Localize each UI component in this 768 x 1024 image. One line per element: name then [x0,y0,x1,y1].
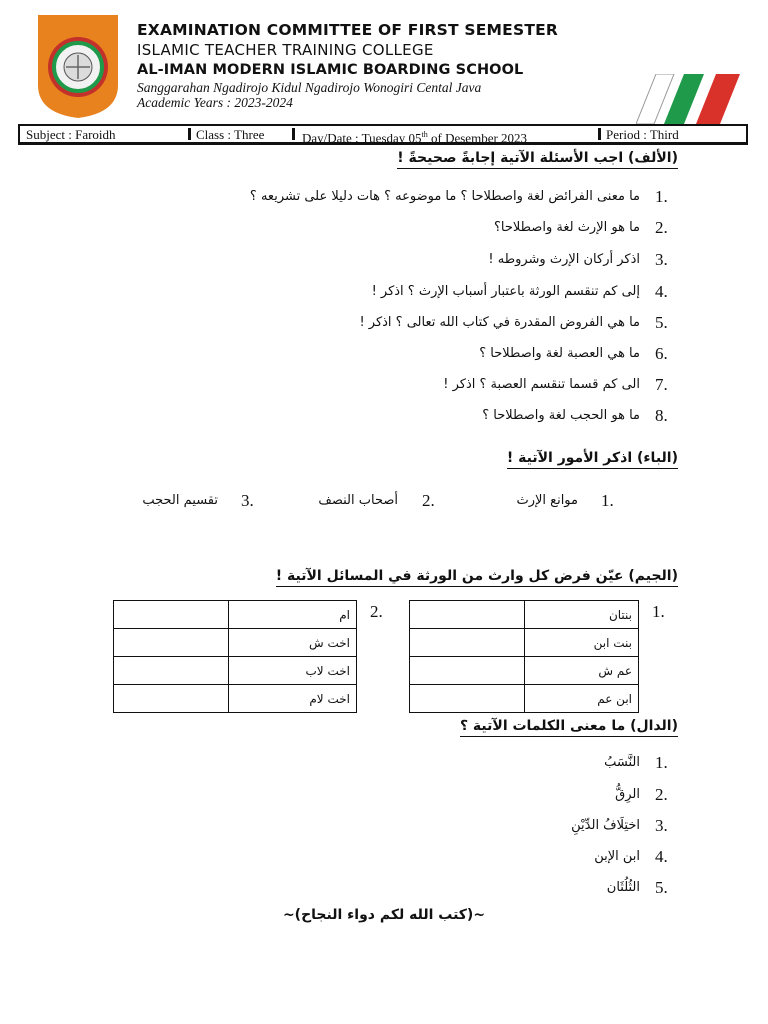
exam-info-bar [18,124,748,144]
table-row [410,657,639,685]
question-number: 1. [655,187,668,206]
answer-cell [114,685,229,713]
question-number: 4. [655,282,668,301]
item-number: 2. [422,491,435,510]
question-text: ما هي الفروض المقدرة في كتاب الله تعالى ؟ اذكر ! [359,315,640,330]
heir-cell: بنتان [525,601,639,629]
table-row [114,657,357,685]
heir-cell: عم ش [525,657,639,685]
heirs-table-2 [113,600,357,713]
answer-cell [410,601,525,629]
word-number: 4. [655,847,668,866]
word-text: النَّسَبُ [604,755,640,770]
table-row [410,629,639,657]
question-text: ما هو الإرث لغة واصطلاحا؟ [493,220,640,235]
table-row [114,629,357,657]
school-address: Sanggarahan Ngadirojo Kidul Ngadirojo Wonogiri Cental Java [137,80,482,95]
question-text: اذكر أركان الإرث وشروطه ! [488,252,640,267]
college-name: ISLAMIC TEACHER TRAINING COLLEGE [137,41,434,59]
question-text: ما هو الحجب لغة واصطلاحا ؟ [482,408,640,423]
letterhead [137,20,637,110]
question-number: 8. [655,406,668,425]
academic-year: Academic Years : 2023-2024 [137,95,293,110]
question-number: 6. [655,344,668,363]
subject-field: Subject : Faroidh [26,127,116,142]
committee-title: EXAMINATION COMMITTEE OF FIRST SEMESTER [137,21,559,39]
answer-cell [410,685,525,713]
item-text: أصحاب النصف [318,493,398,508]
item-number: 1. [601,491,614,510]
item-text: تقسيم الحجب [142,493,218,508]
table-row [114,601,357,629]
table-row [410,685,639,713]
date-field: Day/Date : Tuesday 05th of Desember 2023 [302,130,528,146]
question-text: ما هي العصبة لغة واصطلاحا ؟ [479,346,640,361]
question-text: ما معنى الفرائض لغة واصطلاحا ؟ ما موضوعه ؟ هات دليلا على تشريعه ؟ [249,189,640,204]
section-d-heading: (الدال) ما معنى الكلمات الآتية ؟ [460,718,678,737]
answer-cell [114,629,229,657]
word-number: 5. [655,878,668,897]
table-row [410,601,639,629]
question-number: 2. [655,218,668,237]
heir-cell: ابن عم [525,685,639,713]
word-text: الثُلُثَان [606,880,640,895]
heir-cell: اخت ش [229,629,357,657]
answer-cell [410,657,525,685]
table-number: 2. [370,602,383,621]
class-field: Class : Three [196,127,265,142]
heir-cell: اخت لام [229,685,357,713]
question-number: 7. [655,375,668,394]
answer-cell [114,601,229,629]
table-number: 1. [652,602,665,621]
section-b-heading: (الباء) اذكر الأمور الآتية ! [507,450,678,469]
item-number: 3. [241,491,254,510]
table-row [114,685,357,713]
question-text: الى كم قسما تنقسم العصبة ؟ اذكر ! [443,377,640,392]
heir-cell: ام [229,601,357,629]
word-number: 2. [655,785,668,804]
decorative-stripes [636,74,740,124]
word-text: ابن الإبن [594,849,640,864]
section-c-heading: (الجيم) عيّن فرض كل وارث من الورثة في المسائل الآتية ! [276,568,678,587]
question-number: 3. [655,250,668,269]
closing-prayer: ~(كتب الله لكم دواء النجاح)~ [282,907,486,923]
item-text: موانع الإرث [516,493,578,508]
question-text: إلى كم تنقسم الورثة باعتبار أسباب الإرث ؟ اذكر ! [371,284,640,299]
school-logo [38,15,118,118]
word-text: اختِلَافُ الدِّيْنِ [571,818,640,833]
school-name: AL-IMAN MODERN ISLAMIC BOARDING SCHOOL [137,62,524,78]
period-field: Period : Third [606,127,679,142]
question-number: 5. [655,313,668,332]
answer-cell [410,629,525,657]
word-text: الرِقُّ [615,787,640,802]
heir-cell: بنت ابن [525,629,639,657]
word-number: 3. [655,816,668,835]
answer-cell [114,657,229,685]
section-a-heading: (الألف) اجب الأسئلة الآتية إجابةً صحيحةً ! [397,150,678,169]
heir-cell: اخت لاب [229,657,357,685]
word-number: 1. [655,753,668,772]
heirs-table-1 [409,600,639,713]
